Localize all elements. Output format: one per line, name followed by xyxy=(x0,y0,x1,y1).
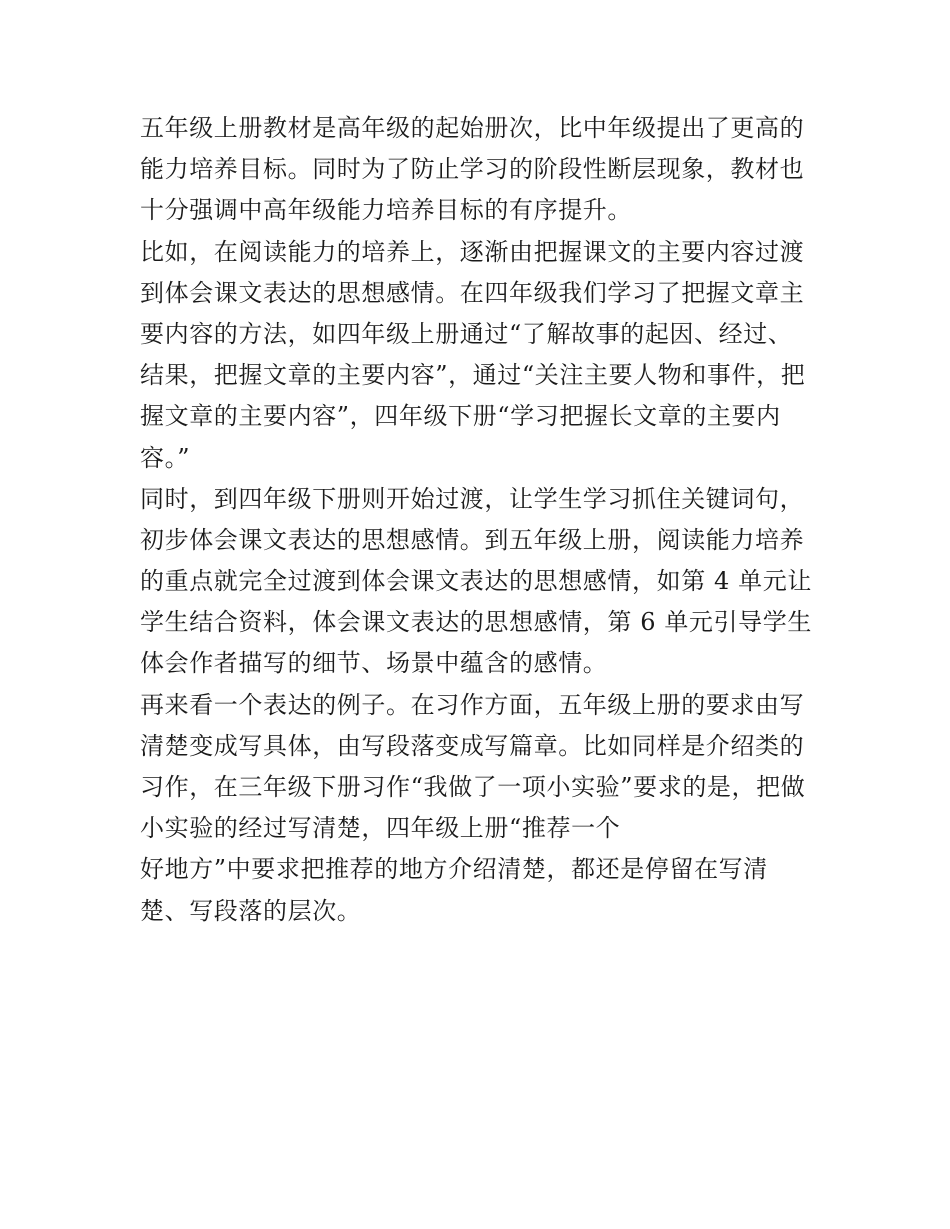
text-line: 能力培养目标。同时为了防止学习的阶段性断层现象，教材也 xyxy=(140,155,805,184)
text-line: 到体会课文表达的思想感情。在四年级我们学习了把握文章主 xyxy=(140,278,805,307)
text-line: 容。” xyxy=(140,443,191,472)
text-line: 五年级上册教材是高年级的起始册次，比中年级提出了更高的 xyxy=(140,114,805,142)
text-line: 要内容的方法，如四年级上册通过“了解故事的起因、经过、 xyxy=(140,319,793,348)
text-line: 体会作者描写的细节、场景中蕴含的感情。 xyxy=(140,649,608,678)
text-line: 小实验的经过写清楚，四年级上册“推荐一个 xyxy=(140,814,621,843)
text-line: 再来看一个表达的例子。在习作方面，五年级上册的要求由写 xyxy=(140,690,805,719)
text-line: 初步体会课文表达的思想感情。到五年级上册，阅读能力培养 xyxy=(140,525,805,554)
text-line: 同时，到四年级下册则开始过渡，让学生学习抓住关键词句， xyxy=(140,484,805,513)
text-line: 比如，在阅读能力的培养上，逐渐由把握课文的主要内容过渡 xyxy=(140,237,805,266)
document-body xyxy=(140,108,830,932)
text-line: 十分强调中高年级能力培养目标的有序提升。 xyxy=(140,196,632,225)
text-line: 好地方”中要求把推荐的地方介绍清楚，都还是停留在写清 xyxy=(140,855,768,884)
text-line: 握文章的主要内容”，四年级下册“学习把握长文章的主要内 xyxy=(140,402,781,431)
text-line: 学生结合资料，体会课文表达的思想感情，第 6 单元引导学生 xyxy=(140,608,812,637)
text-line: 楚、写段落的层次。 xyxy=(140,896,362,925)
text-line: 结果，把握文章的主要内容”，通过“关注主要人物和事件，把 xyxy=(140,361,806,390)
text-line: 清楚变成写具体，由写段落变成写篇章。比如同样是介绍类的 xyxy=(140,731,805,760)
text-line: 习作，在三年级下册习作“我做了一项小实验”要求的是，把做 xyxy=(140,773,806,801)
text-line: 的重点就完全过渡到体会课文表达的思想感情，如第 4 单元让 xyxy=(140,567,812,596)
